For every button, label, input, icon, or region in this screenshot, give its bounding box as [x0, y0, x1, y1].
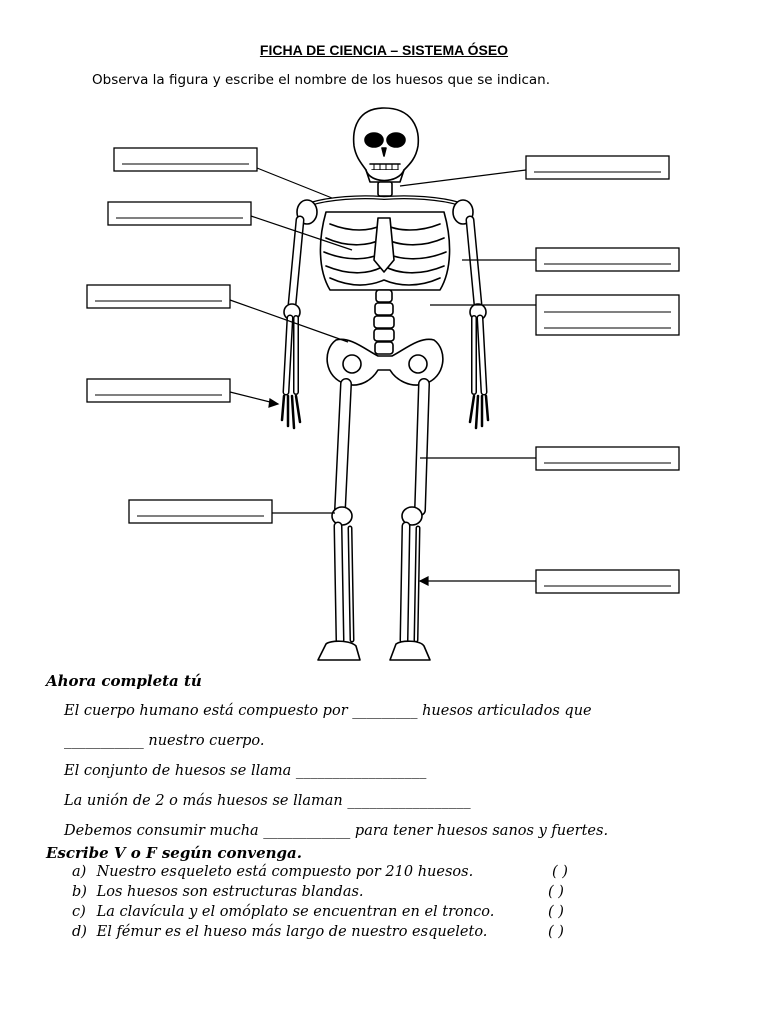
skeleton-figure	[0, 100, 768, 670]
complete-sentence-4[interactable]: La unión de 2 o más huesos se llaman _________________	[64, 793, 471, 809]
item-statement: Nuestro esqueleto está compuesto por 210 huesos.	[96, 864, 474, 880]
complete-sentence-1[interactable]: El cuerpo humano está compuesto por _________ huesos articulados que	[64, 703, 592, 719]
true-false-heading: Escribe V o F según convenga.	[46, 844, 302, 862]
label-box-right-5	[536, 570, 679, 593]
answer-parentheses[interactable]: ( )	[548, 904, 564, 920]
label-box-right-4	[536, 447, 679, 470]
label-box-right-2	[536, 248, 679, 271]
true-false-item	[72, 904, 612, 924]
label-box-left-5	[129, 500, 272, 523]
label-box-right-1	[526, 156, 669, 179]
answer-parentheses[interactable]: ( )	[548, 884, 564, 900]
skull-icon	[354, 108, 419, 182]
label-box-left-4	[87, 379, 230, 402]
label-box-left-1	[114, 148, 257, 171]
answer-parentheses[interactable]: ( )	[552, 864, 568, 880]
answer-parentheses[interactable]: ( )	[548, 924, 564, 940]
instruction-text: Observa la figura y escribe el nombre de los huesos que se indican.	[92, 72, 550, 88]
item-letter: b)	[72, 884, 87, 900]
complete-sentence-2[interactable]: ___________ nuestro cuerpo.	[64, 733, 265, 749]
label-box-right-3	[536, 295, 679, 335]
complete-section-heading: Ahora completa tú	[46, 672, 202, 690]
complete-sentence-5[interactable]: Debemos consumir mucha ____________ para tener huesos sanos y fuertes.	[64, 823, 609, 839]
true-false-item	[72, 924, 612, 944]
ribcage-icon	[320, 212, 449, 290]
true-false-item	[72, 884, 612, 904]
complete-sentence-3[interactable]: El conjunto de huesos se llama __________________	[64, 763, 427, 779]
label-box-left-2	[108, 202, 251, 225]
worksheet-title: FICHA DE CIENCIA – SISTEMA ÓSEO	[259, 42, 509, 58]
item-letter: c)	[72, 904, 86, 920]
label-box-left-3	[87, 285, 230, 308]
item-statement: El fémur es el hueso más largo de nuestro esqueleto.	[96, 924, 488, 940]
item-statement: Los huesos son estructuras blandas.	[96, 884, 364, 900]
item-letter: d)	[72, 924, 87, 940]
item-letter: a)	[72, 864, 87, 880]
true-false-item	[72, 864, 612, 884]
item-statement: La clavícula y el omóplato se encuentran en el tronco.	[96, 904, 495, 920]
